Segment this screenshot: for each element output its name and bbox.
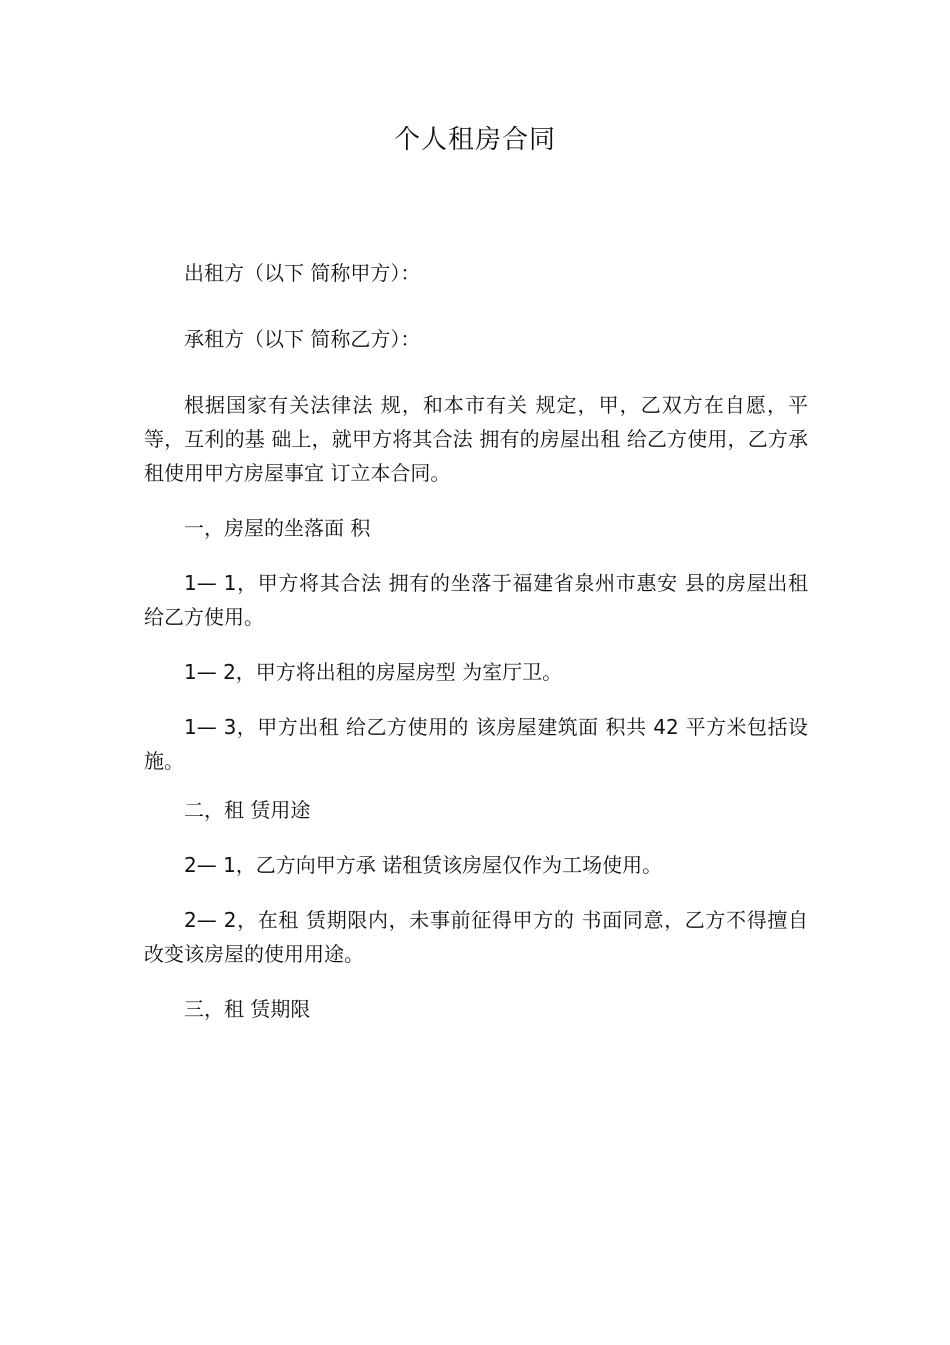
- clause-1-2: 1— 2，甲方将出租的房屋房型 为室厅卫。: [184, 660, 563, 684]
- document-body: [144, 256, 808, 1026]
- clause-2-2: 2— 2，在租 赁期限内，未事前征得甲方的 书面同意，乙方不得擅自改变该房屋的使用用途。: [144, 908, 808, 966]
- paragraph-preamble: 根据国家有关法律法 规，和本市有关 规定，甲，乙双方在自愿，平等，互利的基 础上，就甲方将其合法 拥有的房屋出租 给乙方使用，乙方承租使用甲方房屋事宜 订立本合同。: [144, 393, 808, 485]
- section-heading-usage: 二，租 赁用途: [184, 798, 311, 822]
- clause-1-3: 1— 3，甲方出租 给乙方使用的 该房屋建筑面 积共 42 平方米包括设施。: [144, 715, 808, 773]
- clause-2-1: 2— 1，乙方向甲方承 诺租赁该房屋仅作为工场使用。: [184, 853, 663, 877]
- section-heading-location-area: 一，房屋的坐落面 积: [184, 516, 371, 540]
- clause-1-1: 1— 1，甲方将其合法 拥有的坐落于福建省泉州市惠安 县的房屋出租给乙方使用。: [144, 571, 808, 629]
- section-heading-term: 三，租 赁期限: [184, 997, 311, 1021]
- paragraph-lessee: 承租方（以下 简称乙方）：: [184, 327, 421, 351]
- document-title: 个人租房合同: [393, 125, 556, 155]
- paragraph-lessor: 出租方（以下 简称甲方）：: [184, 261, 421, 285]
